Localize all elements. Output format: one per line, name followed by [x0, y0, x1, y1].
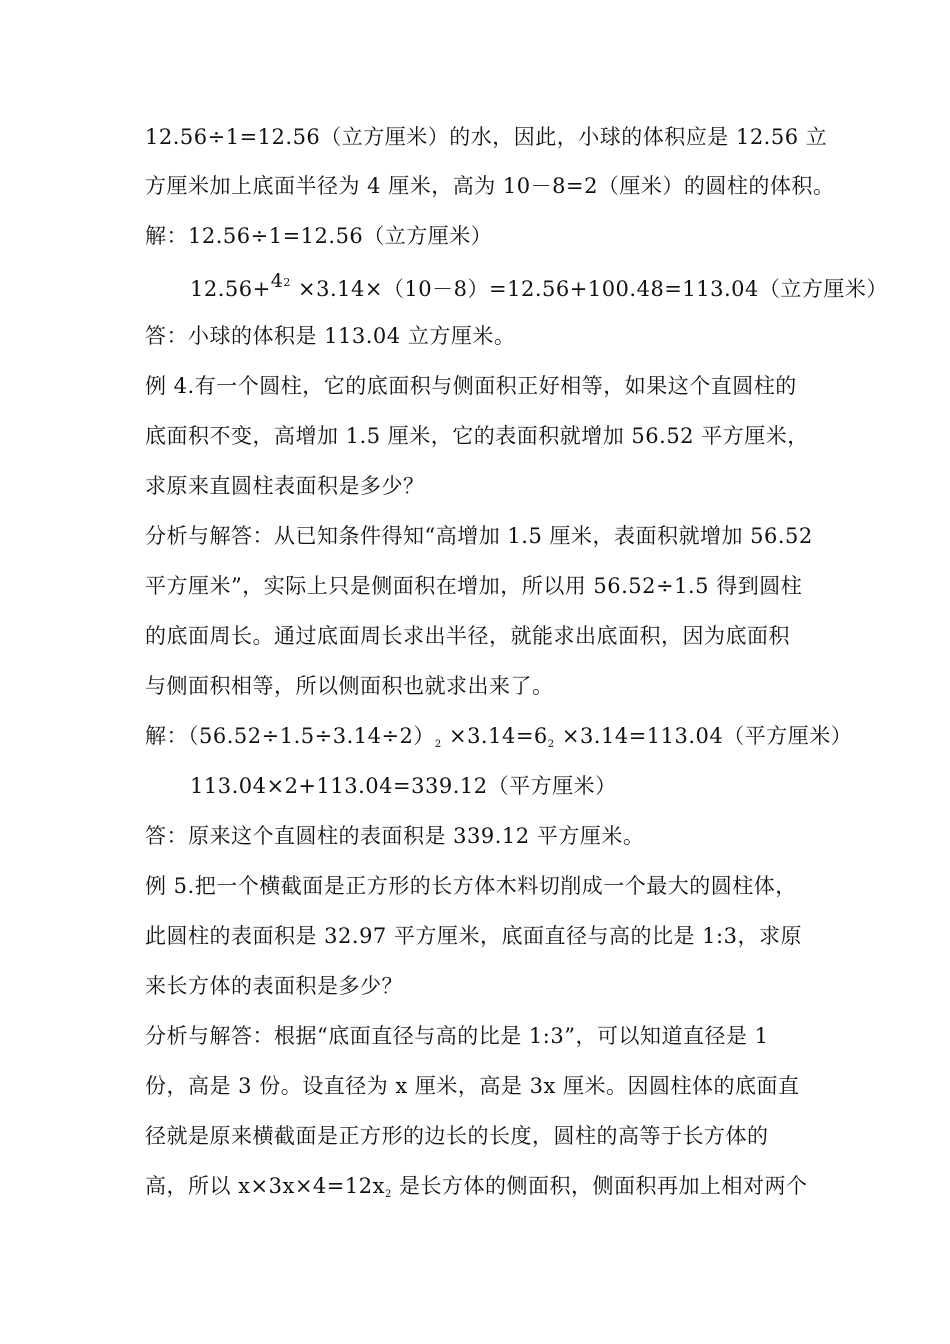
text-line-7: 底面积不变，高增加 1.5 厘米，它的表面积就增加 56.52 平方厘米， — [145, 424, 809, 448]
text-line-16: 例 5.把一个横截面是正方形的长方体木料切削成一个最大的圆柱体， — [145, 874, 797, 898]
formula-part: ×3.14=6 — [441, 724, 548, 748]
text-line-21: 径就是原来横截面是正方形的边长的长度，圆柱的高等于长方体的 — [145, 1124, 769, 1148]
text-line-8: 求原来直圆柱表面积是多少？ — [145, 474, 425, 498]
formula-part: 高，所以 x×3x×4=12x — [145, 1174, 385, 1198]
text-line-15: 答：原来这个直圆柱的表面积是 339.12 平方厘米。 — [145, 824, 645, 848]
formula-line-1 — [190, 270, 888, 307]
text-line-20: 份，高是 3 份。设直径为 x 厘米，高是 3x 厘米。因圆柱体的底面直 — [145, 1074, 800, 1098]
formula-part: ×3.14=113.04（平方厘米） — [554, 724, 853, 748]
text-line-6: 例 4.有一个圆柱，它的底面积与侧面积正好相等，如果这个直圆柱的 — [145, 374, 797, 398]
formula-part: ×3.14×（10－8）=12.56+100.48=113.04（立方厘米） — [290, 277, 888, 301]
text-line-5: 答：小球的体积是 113.04 立方厘米。 — [145, 324, 516, 348]
text-line-10: 平方厘米”，实际上只是侧面积在增加，所以用 56.52÷1.5 得到圆柱 — [145, 574, 803, 598]
text-line-17: 此圆柱的表面积是 32.97 平方厘米，底面直径与高的比是 1:3，求原 — [145, 924, 802, 948]
formula-base: 4 — [270, 270, 284, 292]
formula-line-3 — [145, 1172, 808, 1205]
formula-exponent: 2 — [283, 276, 291, 289]
text-line-11: 的底面周长。通过底面周长求出半径，就能求出底面积，因为底面积 — [145, 624, 790, 648]
text-line-9: 分析与解答：从已知条件得知“高增加 1.5 厘米，表面积就增加 56.52 — [145, 524, 813, 548]
text-line-2: 方厘米加上底面半径为 4 厘米，高为 10－8=2（厘米）的圆柱的体积。 — [145, 174, 835, 198]
formula-exponent: 2 — [547, 739, 555, 750]
text-line-3: 解：12.56÷1=12.56（立方厘米） — [145, 224, 493, 248]
formula-part: 12.56+ — [190, 277, 271, 301]
text-line-1: 12.56÷1=12.56（立方厘米）的水，因此，小球的体积应是 12.56 立 — [145, 125, 828, 149]
formula-exponent: 2 — [434, 739, 442, 750]
formula-line-2 — [145, 722, 852, 755]
formula-part: 是长方体的侧面积，侧面积再加上相对两个 — [391, 1174, 808, 1198]
text-line-12: 与侧面积相等，所以侧面积也就求出来了。 — [145, 674, 554, 698]
text-line-19: 分析与解答：根据“底面直径与高的比是 1:3”，可以知道直径是 1 — [145, 1024, 769, 1048]
text-line-14: 113.04×2+113.04=339.12（平方厘米） — [190, 774, 617, 798]
text-line-18: 来长方体的表面积是多少？ — [145, 974, 403, 998]
formula-exponent: 2 — [384, 1189, 392, 1200]
formula-part: 解：（56.52÷1.5÷3.14÷2） — [145, 724, 435, 748]
